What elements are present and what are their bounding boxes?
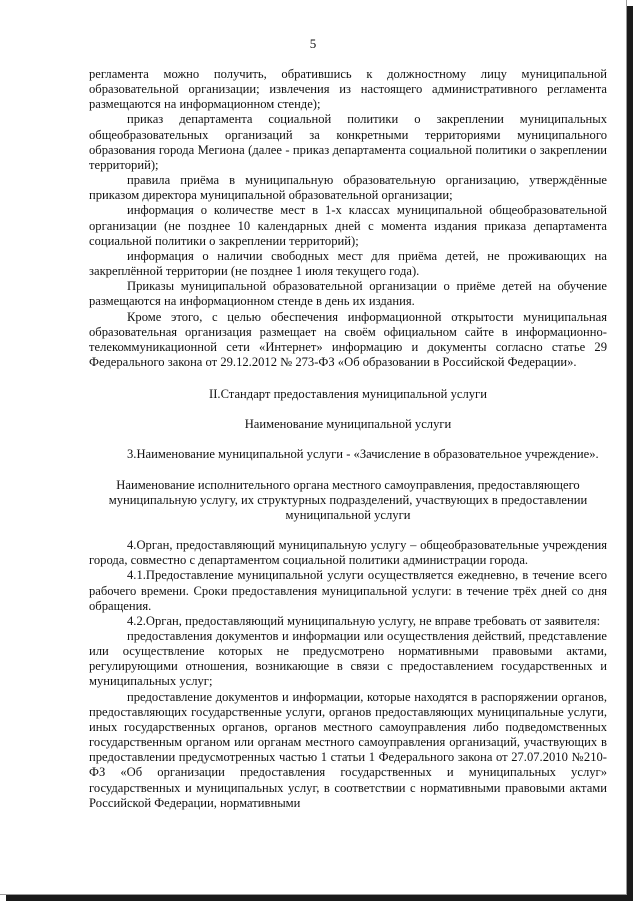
paragraph-website-info: Кроме этого, с целью обеспечения информационной открытости муниципальная образовательная организация размещает на своём официальном сайте в информационно-телекоммуникационной сети «Интернет» информацию и документы согласно статье 29 Федерального закона от 29.12.2012 № 273-ФЗ «Об образовании в Российской Федерации». (89, 309, 607, 369)
paragraph-admission-rules: правила приёма в муниципальную образовательную организацию, утверждённые приказом директора муниципальной образовательной организации; (89, 173, 607, 203)
paragraph-item-3: 3.Наименование муниципальной услуги - «Зачисление в образовательное учреждение». (127, 447, 599, 462)
paragraph-continuation: регламента можно получить, обратившись к должностному лицу муниципальной образовательной организации; извлечения из настоящего административного регламента размещаются на информационном стенде); (89, 67, 607, 112)
paragraph-admission-orders: Приказы муниципальной образовательной организации о приёме детей на обучение размещаются на информационном стенде в день их издания. (89, 279, 607, 309)
subheading-service-name: Наименование муниципальной услуги (244, 417, 452, 432)
paragraph-places-count: информация о количестве мест в 1-х классах муниципальной общеобразовательной организации (не позднее 10 календарных дней с момента издания приказа департамента социальной политики о закреплении территорий); (89, 203, 607, 248)
document-body (89, 67, 607, 811)
paragraph-item-4-2: 4.2.Орган, предоставляющий муниципальную услугу, не вправе требовать от заявителя: (127, 613, 601, 628)
page-number: 5 (309, 36, 317, 51)
paragraph-free-places: информация о наличии свободных мест для приёма детей, не проживающих на закреплённой территории (не позднее 1 июля текущего года). (89, 248, 607, 279)
paragraph-documents-actions: предоставления документов и информации или осуществления действий, представление или осуществление которых не предусмотрено нормативными правовыми актами, регулирующими отношения, возникающие в связи с предоставлением государственных и муниципальных услуг; (89, 629, 607, 689)
paragraph-order-territories: приказ департамента социальной политики о закреплении муниципальных общеобразовательных организаций за конкретными территориями муниципального образования города Мегиона (далее - приказ департамента социальной политики о закреплении территорий); (89, 112, 607, 172)
subheading-authority: Наименование исполнительного органа местного самоуправления, предоставляющего муниципальную услугу, их структурных подразделений, участвующих в предоставлении муниципальной услуги (108, 477, 588, 522)
paragraph-item-4-1: 4.1.Предоставление муниципальной услуги осуществляется ежедневно, в течение всего рабочего времени. Сроки предоставления муниципальной услуги: в течение трёх дней со дня обращения. (89, 568, 607, 613)
section-heading: II.Стандарт предоставления муниципальной услуги (209, 387, 487, 402)
paragraph-item-4: 4.Орган, предоставляющий муниципальную услугу – общеобразовательные учреждения города, совместно с департаментом социальной политики администрации города. (89, 538, 607, 568)
paragraph-documents-info: предоставление документов и информации, которые находятся в распоряжении органов, предоставляющих государственные услуги, органов предоставляющих муниципальные услуги, иных государственных органов, органов местного самоуправления либо подведомственных государственным органом или органам местного самоуправления организаций, участвующих в предоставлении предусмотренных частью 1 статьи 1 Федерального закона от 27.07.2010 №210-ФЗ «Об организации предоставления государственных и муниципальных услуг» государственных и муниципальных услуг, в соответствии с нормативными правовыми актами Российской Федерации, нормативными (89, 689, 607, 810)
